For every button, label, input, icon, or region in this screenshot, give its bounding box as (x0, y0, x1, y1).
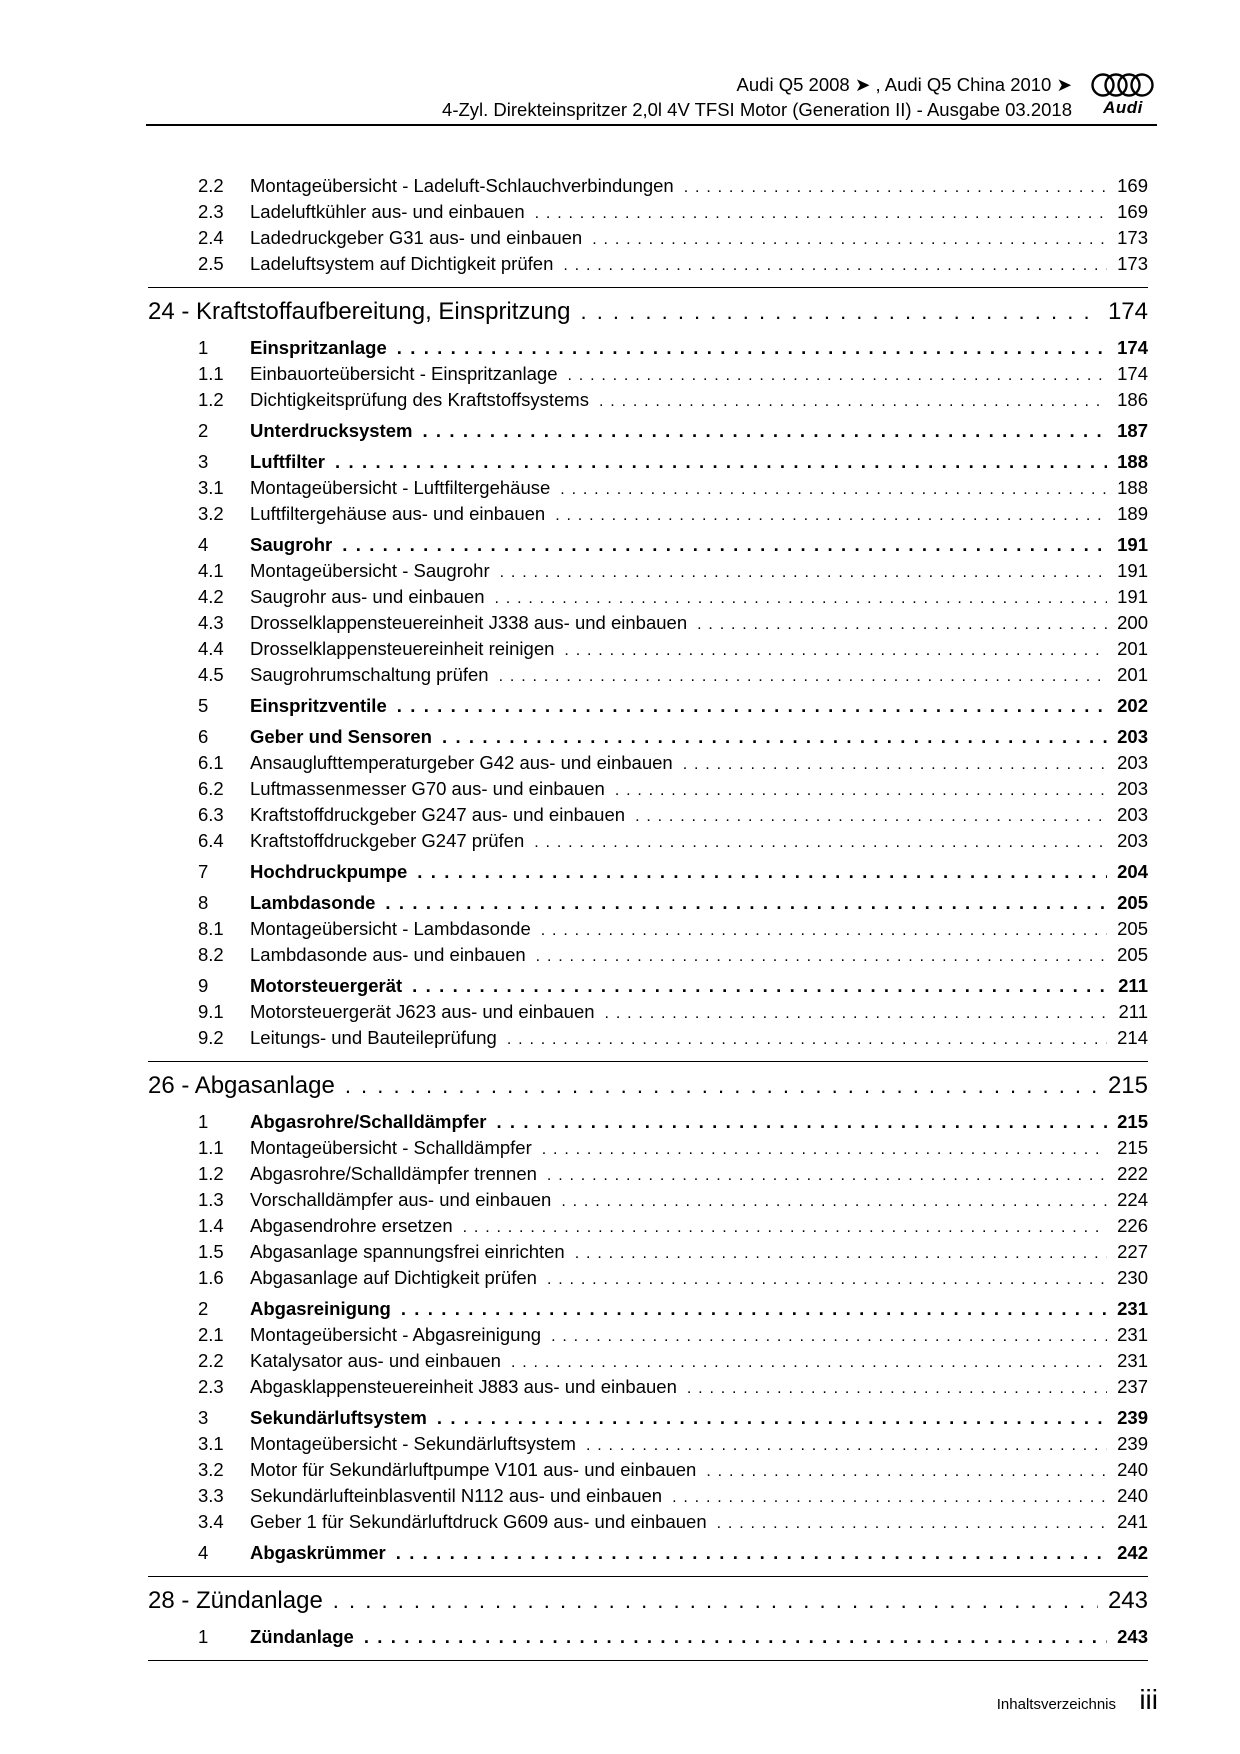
audi-logo-text: Audi (1103, 98, 1143, 117)
toc-dot-leader (551, 1328, 1107, 1346)
toc-entry-number: 8.1 (198, 918, 224, 939)
toc-entry-page: 231 (1117, 1350, 1148, 1371)
toc-subsection-entry[interactable] (148, 830, 1148, 856)
header-divider (146, 124, 1157, 126)
toc-dot-leader (542, 1141, 1107, 1159)
toc-subsection-entry[interactable] (148, 253, 1148, 279)
toc-dot-leader (333, 1588, 1098, 1614)
toc-entry-title: Ladeluftkühler aus- und einbauen (250, 201, 525, 222)
toc-entry-page: 203 (1117, 752, 1148, 773)
toc-subsection-entry[interactable] (148, 1324, 1148, 1350)
toc-entry-number: 1 (198, 1111, 209, 1132)
toc-entry-page: 187 (1117, 420, 1148, 441)
toc-dot-leader (422, 420, 1107, 442)
toc-dot-leader (412, 975, 1108, 997)
toc-entry-page: 239 (1117, 1407, 1148, 1428)
toc-entry-page: 239 (1117, 1433, 1148, 1454)
toc-subsection-entry[interactable] (148, 1001, 1148, 1027)
footer-page-number: iii (1139, 1684, 1158, 1715)
toc-entry-number: 1.1 (198, 1137, 224, 1158)
toc-entry-number: 6 (198, 726, 209, 747)
toc-subsection-entry[interactable] (148, 503, 1148, 529)
toc-entry-title: Drosselklappensteuereinheit J338 aus- und einbauen (250, 612, 688, 633)
toc-entry-title: Unterdrucksystem (250, 420, 413, 441)
toc-entry-title: Hochdruckpumpe (250, 861, 408, 882)
toc-subsection-entry[interactable] (148, 1027, 1148, 1053)
toc-dot-leader (345, 1073, 1098, 1099)
toc-dot-leader (536, 948, 1107, 966)
toc-entry-number: 7 (198, 861, 209, 882)
toc-entry-page: 191 (1117, 586, 1148, 607)
toc-subsection-entry[interactable] (148, 1267, 1148, 1293)
toc-dot-leader (635, 808, 1107, 826)
chapter-divider (148, 1061, 1148, 1062)
toc-entry-number: 1 (198, 337, 209, 358)
toc-entry-title: Saugrohr aus- und einbauen (250, 586, 485, 607)
toc-entry-page: 243 (1117, 1626, 1148, 1647)
toc-chapter-entry[interactable] (148, 298, 1148, 332)
toc-entry-page: 240 (1117, 1485, 1148, 1506)
toc-entry-title: Lambdasonde aus- und einbauen (250, 944, 526, 965)
toc-entry-page: 169 (1117, 175, 1148, 196)
toc-entry-page: 202 (1117, 695, 1148, 716)
toc-entry-page: 222 (1117, 1163, 1148, 1184)
toc-entry-number: 9.1 (198, 1001, 224, 1022)
toc-entry-number: 2.4 (198, 227, 224, 248)
toc-entry-number: 1 (198, 1626, 209, 1647)
toc-entry-page: 205 (1117, 892, 1148, 913)
toc-entry-number: 3.4 (198, 1511, 224, 1532)
toc-entry-number: 3 (198, 1407, 209, 1428)
toc-entry-page: 174 (1117, 363, 1148, 384)
toc-subsection-entry[interactable] (148, 612, 1148, 638)
page-header (0, 0, 1240, 130)
toc-entry-title: Montageübersicht - Luftfiltergehäuse (250, 477, 551, 498)
toc-entry-title: Geber 1 für Sekundärluftdruck G609 aus- und einbauen (250, 1511, 707, 1532)
toc-entry-title: Abgaskrümmer (250, 1542, 386, 1563)
toc-section-entry[interactable] (148, 420, 1148, 446)
toc-dot-leader (706, 1463, 1107, 1481)
toc-dot-leader (511, 1354, 1107, 1372)
toc-dot-leader (684, 179, 1107, 197)
toc-entry-title: Zündanlage (250, 1626, 354, 1647)
toc-entry-page: 214 (1117, 1027, 1148, 1048)
toc-entry-number: 6.4 (198, 830, 224, 851)
toc-subsection-entry[interactable] (148, 1163, 1148, 1189)
toc-dot-leader (496, 1111, 1107, 1133)
toc-dot-leader (463, 1219, 1108, 1237)
toc-entry-number: 4.5 (198, 664, 224, 685)
toc-entry-title: Abgasrohre/Schalldämpfer (250, 1111, 487, 1132)
toc-entry-number: 6.3 (198, 804, 224, 825)
toc-entry-page: 226 (1117, 1215, 1148, 1236)
toc-entry-number: 3.3 (198, 1485, 224, 1506)
toc-entry-page: 224 (1117, 1189, 1148, 1210)
toc-entry-page: 191 (1117, 560, 1148, 581)
toc-entry-title: Montageübersicht - Ladeluft-Schlauchverbindungen (250, 175, 674, 196)
toc-subsection-entry[interactable] (148, 1376, 1148, 1402)
toc-entry-number: 8 (198, 892, 209, 913)
toc-entry-number: 4.4 (198, 638, 224, 659)
toc-dot-leader (535, 205, 1107, 223)
toc-entry-number: 6.1 (198, 752, 224, 773)
toc-dot-leader (615, 782, 1107, 800)
toc-dot-leader (580, 299, 1097, 325)
toc-dot-leader (500, 564, 1108, 582)
toc-entry-number: 1.3 (198, 1189, 224, 1210)
toc-dot-leader (507, 1031, 1107, 1049)
toc-entry-number: 1.2 (198, 1163, 224, 1184)
toc-entry-page: 243 (1107, 1587, 1148, 1614)
toc-section-entry[interactable] (148, 726, 1148, 752)
footer-divider (148, 1660, 1148, 1661)
toc-dot-leader (592, 231, 1107, 249)
toc-entry-page: 200 (1117, 612, 1148, 633)
toc-entry-number: 1.6 (198, 1267, 224, 1288)
toc-entry-page: 211 (1118, 1001, 1148, 1022)
toc-entry-title: Geber und Sensoren (250, 726, 432, 747)
toc-dot-leader (561, 1193, 1107, 1211)
toc-entry-number: 3.2 (198, 503, 224, 524)
chapter-divider (148, 287, 1148, 288)
toc-subsection-entry[interactable] (148, 944, 1148, 970)
toc-entry-number: 4.3 (198, 612, 224, 633)
toc-entry-page: 188 (1117, 451, 1148, 472)
footer-section-label: Inhaltsverzeichnis (996, 1696, 1116, 1713)
toc-subsection-entry[interactable] (148, 804, 1148, 830)
toc-entry-number: 9.2 (198, 1027, 224, 1048)
toc-dot-leader (683, 756, 1107, 774)
toc-entry-title: Luftmassenmesser G70 aus- und einbauen (250, 778, 605, 799)
toc-entry-title: Luftfiltergehäuse aus- und einbauen (250, 503, 546, 524)
toc-section-entry[interactable] (148, 1542, 1148, 1568)
audi-logo (1088, 72, 1158, 124)
toc-entry-number: 4 (198, 534, 209, 555)
toc-entry-title: Luftfilter (250, 451, 326, 472)
toc-entry-page: 211 (1118, 975, 1148, 996)
toc-entry-number: 2.3 (198, 201, 224, 222)
toc-entry-number: 4 (198, 1542, 209, 1563)
toc-entry-number: 1.4 (198, 1215, 224, 1236)
toc-entry-title: 28 - Zündanlage (148, 1587, 323, 1614)
toc-entry-page: 174 (1107, 298, 1148, 325)
toc-entry-title: Abgasrohre/Schalldämpfer trennen (250, 1163, 537, 1184)
toc-entry-title: Motorsteuergerät J623 aus- und einbauen (250, 1001, 595, 1022)
toc-entry-title: Motor für Sekundärluftpumpe V101 aus- und einbauen (250, 1459, 697, 1480)
toc-subsection-entry[interactable] (148, 560, 1148, 586)
toc-entry-title: Ladeluftsystem auf Dichtigkeit prüfen (250, 253, 554, 274)
toc-entry-title: Motorsteuergerät (250, 975, 403, 996)
toc-entry-number: 4.1 (198, 560, 224, 581)
toc-dot-leader (397, 695, 1107, 717)
toc-subsection-entry[interactable] (148, 752, 1148, 778)
toc-section-entry[interactable] (148, 534, 1148, 560)
toc-dot-leader (437, 1407, 1107, 1429)
toc-dot-leader (575, 1245, 1107, 1263)
toc-entry-page: 204 (1117, 861, 1148, 882)
toc-dot-leader (499, 668, 1108, 686)
toc-section-entry[interactable] (148, 1298, 1148, 1324)
toc-entry-title: 26 - Abgasanlage (148, 1072, 335, 1099)
toc-entry-title: Drosselklappensteuereinheit reinigen (250, 638, 555, 659)
toc-entry-number: 5 (198, 695, 209, 716)
toc-dot-leader (599, 393, 1107, 411)
toc-entry-page: 201 (1117, 638, 1148, 659)
toc-entry-number: 3.2 (198, 1459, 224, 1480)
toc-dot-leader (541, 922, 1107, 940)
toc-entry-title: Montageübersicht - Abgasreinigung (250, 1324, 542, 1345)
toc-dot-leader (717, 1515, 1107, 1533)
toc-section-entry[interactable] (148, 1407, 1148, 1433)
toc-entry-title: 24 - Kraftstoffaufbereitung, Einspritzung (148, 298, 571, 325)
toc-entry-title: Montageübersicht - Lambdasonde (250, 918, 531, 939)
toc-entry-title: Einspritzanlage (250, 337, 387, 358)
toc-dot-leader (547, 1167, 1107, 1185)
toc-subsection-entry[interactable] (148, 477, 1148, 503)
toc-entry-title: Montageübersicht - Saugrohr (250, 560, 490, 581)
toc-subsection-entry[interactable] (148, 586, 1148, 612)
toc-subsection-entry[interactable] (148, 175, 1148, 201)
toc-dot-leader (567, 367, 1107, 385)
toc-subsection-entry[interactable] (148, 1215, 1148, 1241)
toc-entry-page: 203 (1117, 804, 1148, 825)
toc-entry-title: Katalysator aus- und einbauen (250, 1350, 501, 1371)
toc-entry-number: 6.2 (198, 778, 224, 799)
toc-subsection-entry[interactable] (148, 201, 1148, 227)
toc-entry-title: Vorschalldämpfer aus- und einbauen (250, 1189, 552, 1210)
toc-dot-leader (672, 1489, 1107, 1507)
toc-subsection-entry[interactable] (148, 664, 1148, 690)
toc-entry-page: 215 (1117, 1111, 1148, 1132)
toc-subsection-entry[interactable] (148, 918, 1148, 944)
toc-dot-leader (442, 726, 1107, 748)
toc-subsection-entry[interactable] (148, 638, 1148, 664)
toc-entry-title: Ladedruckgeber G31 aus- und einbauen (250, 227, 583, 248)
toc-entry-title: Abgasreinigung (250, 1298, 391, 1319)
toc-entry-number: 9 (198, 975, 209, 996)
toc-entry-title: Sekundärluftsystem (250, 1407, 427, 1428)
toc-entry-title: Kraftstoffdruckgeber G247 aus- und einbauen (250, 804, 626, 825)
audi-rings-icon (1088, 72, 1158, 98)
toc-entry-title: Montageübersicht - Sekundärluftsystem (250, 1433, 576, 1454)
toc-entry-number: 2 (198, 420, 209, 441)
toc-entry-title: Abgasanlage auf Dichtigkeit prüfen (250, 1267, 537, 1288)
toc-entry-title: Abgasklappensteuereinheit J883 aus- und einbauen (250, 1376, 677, 1397)
toc-subsection-entry[interactable] (148, 389, 1148, 415)
toc-entry-page: 241 (1117, 1511, 1148, 1532)
toc-entry-number: 2.2 (198, 175, 224, 196)
toc-entry-page: 186 (1117, 389, 1148, 410)
toc-dot-leader (495, 590, 1108, 608)
toc-entry-page: 173 (1117, 227, 1148, 248)
toc-dot-leader (564, 642, 1107, 660)
toc-subsection-entry[interactable] (148, 1137, 1148, 1163)
toc-entry-page: 188 (1117, 477, 1148, 498)
toc-entry-title: Ansauglufttemperaturgeber G42 aus- und einbauen (250, 752, 673, 773)
toc-entry-title: Abgasanlage spannungsfrei einrichten (250, 1241, 565, 1262)
toc-chapter-entry[interactable] (148, 1072, 1148, 1106)
toc-section-entry[interactable] (148, 1111, 1148, 1137)
toc-subsection-entry[interactable] (148, 227, 1148, 253)
toc-dot-leader (397, 337, 1107, 359)
table-of-contents (148, 175, 1148, 1652)
toc-dot-leader (547, 1271, 1107, 1289)
toc-dot-leader (417, 861, 1107, 883)
toc-entry-title: Abgasendrohre ersetzen (250, 1215, 453, 1236)
toc-dot-leader (563, 257, 1107, 275)
toc-section-entry[interactable] (148, 337, 1148, 363)
toc-entry-title: Saugrohrumschaltung prüfen (250, 664, 489, 685)
toc-entry-page: 205 (1117, 918, 1148, 939)
toc-entry-number: 1.1 (198, 363, 224, 384)
toc-section-entry[interactable] (148, 1626, 1148, 1652)
toc-entry-number: 2.1 (198, 1324, 224, 1345)
toc-chapter-entry[interactable] (148, 1587, 1148, 1621)
toc-entry-number: 1.5 (198, 1241, 224, 1262)
toc-dot-leader (697, 616, 1107, 634)
toc-entry-page: 173 (1117, 253, 1148, 274)
toc-entry-page: 189 (1117, 503, 1148, 524)
toc-dot-leader (586, 1437, 1107, 1455)
toc-entry-page: 231 (1117, 1298, 1148, 1319)
toc-entry-page: 203 (1117, 726, 1148, 747)
header-vehicle-line: Audi Q5 2008 ➤ , Audi Q5 China 2010 ➤ (736, 74, 1072, 95)
toc-entry-title: Kraftstoffdruckgeber G247 prüfen (250, 830, 525, 851)
toc-subsection-entry[interactable] (148, 1433, 1148, 1459)
toc-subsection-entry[interactable] (148, 1459, 1148, 1485)
toc-entry-number: 1.2 (198, 389, 224, 410)
toc-dot-leader (687, 1380, 1107, 1398)
toc-entry-page: 215 (1117, 1137, 1148, 1158)
toc-dot-leader (555, 507, 1107, 525)
toc-entry-title: Sekundärlufteinblasventil N112 aus- und einbauen (250, 1485, 663, 1506)
toc-subsection-entry[interactable] (148, 1189, 1148, 1215)
toc-entry-page: 203 (1117, 778, 1148, 799)
toc-entry-page: 215 (1107, 1072, 1148, 1099)
toc-entry-title: Montageübersicht - Schalldämpfer (250, 1137, 532, 1158)
toc-dot-leader (342, 534, 1107, 556)
toc-dot-leader (364, 1626, 1107, 1648)
toc-entry-number: 2.3 (198, 1376, 224, 1397)
toc-entry-number: 4.2 (198, 586, 224, 607)
toc-entry-page: 201 (1117, 664, 1148, 685)
toc-dot-leader (534, 834, 1107, 852)
header-engine-line: 4-Zyl. Direkteinspritzer 2,0l 4V TFSI Motor (Generation II) - Ausgabe 03.2018 (442, 99, 1072, 120)
toc-entry-page: 240 (1117, 1459, 1148, 1480)
toc-entry-page: 227 (1117, 1241, 1148, 1262)
toc-entry-number: 2 (198, 1298, 209, 1319)
toc-entry-number: 2.2 (198, 1350, 224, 1371)
toc-subsection-entry[interactable] (148, 1350, 1148, 1376)
toc-dot-leader (385, 892, 1107, 914)
chapter-divider (148, 1576, 1148, 1577)
toc-dot-leader (560, 481, 1107, 499)
toc-dot-leader (335, 451, 1107, 473)
toc-section-entry[interactable] (148, 451, 1148, 477)
toc-subsection-entry[interactable] (148, 1511, 1148, 1537)
toc-section-entry[interactable] (148, 861, 1148, 887)
toc-dot-leader (401, 1298, 1107, 1320)
toc-entry-title: Einbauorteübersicht - Einspritzanlage (250, 363, 558, 384)
toc-entry-page: 237 (1117, 1376, 1148, 1397)
toc-entry-title: Saugrohr (250, 534, 333, 555)
toc-section-entry[interactable] (148, 892, 1148, 918)
toc-entry-page: 203 (1117, 830, 1148, 851)
toc-section-entry[interactable] (148, 975, 1148, 1001)
toc-entry-page: 191 (1117, 534, 1148, 555)
toc-entry-number: 3.1 (198, 477, 224, 498)
toc-dot-leader (605, 1005, 1109, 1023)
toc-entry-page: 174 (1117, 337, 1148, 358)
toc-entry-number: 8.2 (198, 944, 224, 965)
toc-entry-page: 231 (1117, 1324, 1148, 1345)
toc-entry-title: Dichtigkeitsprüfung des Kraftstoffsystems (250, 389, 589, 410)
toc-entry-number: 3.1 (198, 1433, 224, 1454)
toc-entry-title: Lambdasonde (250, 892, 376, 913)
toc-subsection-entry[interactable] (148, 1241, 1148, 1267)
toc-section-entry[interactable] (148, 695, 1148, 721)
toc-subsection-entry[interactable] (148, 363, 1148, 389)
toc-entry-page: 205 (1117, 944, 1148, 965)
toc-entry-title: Leitungs- und Bauteileprüfung (250, 1027, 497, 1048)
toc-dot-leader (396, 1542, 1107, 1564)
toc-entry-page: 230 (1117, 1267, 1148, 1288)
toc-subsection-entry[interactable] (148, 778, 1148, 804)
toc-entry-number: 3 (198, 451, 209, 472)
toc-entry-page: 242 (1117, 1542, 1148, 1563)
toc-entry-number: 2.5 (198, 253, 224, 274)
toc-entry-title: Einspritzventile (250, 695, 387, 716)
toc-subsection-entry[interactable] (148, 1485, 1148, 1511)
toc-entry-page: 169 (1117, 201, 1148, 222)
